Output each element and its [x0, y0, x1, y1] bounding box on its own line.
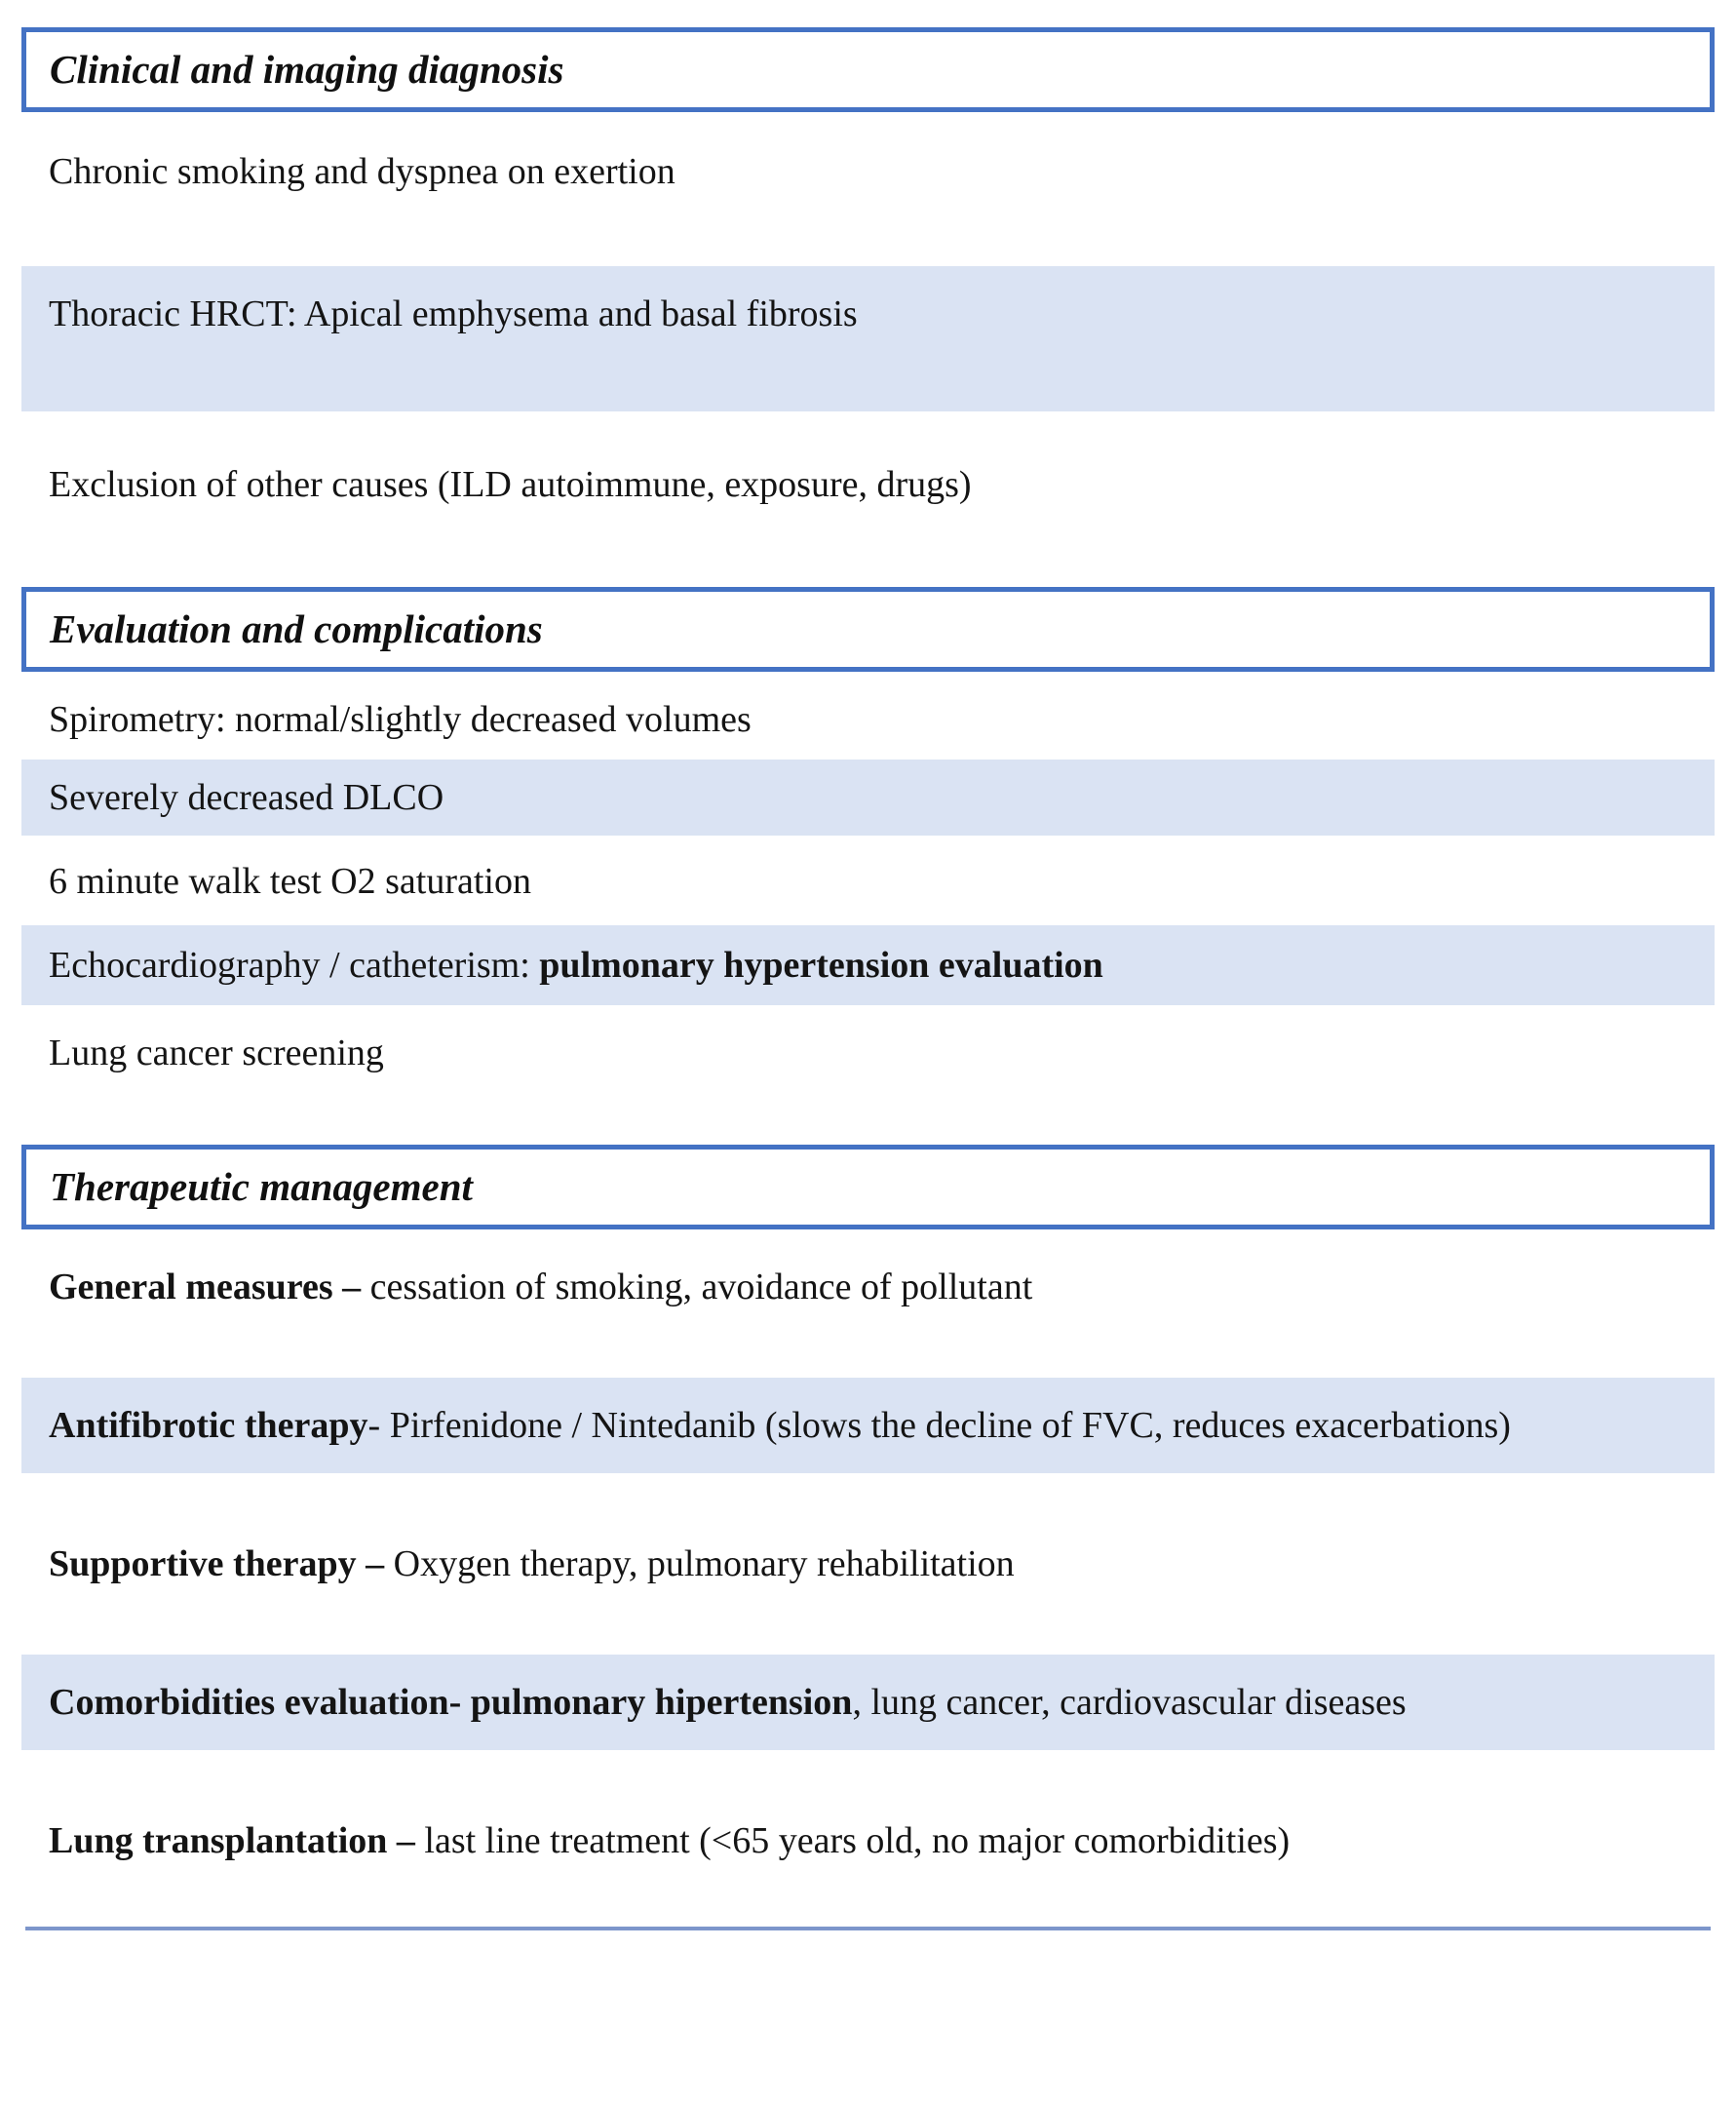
row-text-bold: pulmonary hypertension evaluation	[539, 945, 1103, 987]
row-text-bold: Lung transplantation –	[49, 1820, 415, 1862]
row-6-minute-walk-test	[21, 845, 1715, 917]
row-echocardiography-catheterism	[21, 925, 1715, 1005]
row-text: 6 minute walk test O2 saturation	[49, 861, 531, 903]
row-text-bold: Supportive therapy –	[49, 1543, 385, 1585]
row-text: Severely decreased DLCO	[49, 777, 444, 818]
row-text: - Pirfenidone / Nintedanib (slows the decline of FVC, reduces exacerbations)	[367, 1404, 1511, 1446]
section-header-clinical-imaging-diagnosis	[21, 27, 1715, 112]
section-header-evaluation-complications	[21, 587, 1715, 672]
row-text-bold: Antifibrotic therapy	[49, 1404, 368, 1446]
row-text: Exclusion of other causes (ILD autoimmune, exposure, drugs)	[49, 463, 972, 505]
row-text: Thoracic HRCT: Apical emphysema and basal fibrosis	[49, 293, 858, 335]
row-text-bold: General measures –	[49, 1266, 362, 1307]
row-thoracic-hrct	[21, 266, 1715, 410]
row-text: cessation of smoking, avoidance of pollutant	[361, 1266, 1033, 1307]
section-title-therapeutic-management: Therapeutic management	[50, 1163, 473, 1209]
row-antifibrotic-therapy	[21, 1378, 1715, 1473]
section-header-therapeutic-management	[21, 1145, 1715, 1229]
row-chronic-smoking	[21, 137, 1715, 206]
section-title-evaluation-complications: Evaluation and complications	[50, 605, 543, 651]
row-text: Lung cancer screening	[49, 1033, 384, 1074]
row-text: Chronic smoking and dyspnea on exertion	[49, 151, 675, 193]
row-supportive-therapy	[21, 1530, 1715, 1598]
row-text: Echocardiography / catheterism:	[49, 945, 540, 987]
row-severely-decreased-dlco	[21, 760, 1715, 836]
row-text: last line treatment (<65 years old, no major comorbidities)	[414, 1820, 1291, 1862]
row-lung-transplantation	[21, 1807, 1715, 1875]
row-text-bold: Comorbidities evaluation- pulmonary hipertension	[49, 1682, 853, 1724]
row-spirometry	[21, 685, 1715, 754]
row-comorbidities-evaluation	[21, 1655, 1715, 1750]
row-text: Spirometry: normal/slightly decreased volumes	[49, 698, 752, 740]
row-exclusion-other-causes	[21, 450, 1715, 519]
row-text: Oxygen therapy, pulmonary rehabilitation	[384, 1543, 1015, 1585]
row-text: , lung cancer, cardiovascular diseases	[852, 1682, 1407, 1724]
row-lung-cancer-screening	[21, 1017, 1715, 1089]
section-title-clinical-imaging-diagnosis: Clinical and imaging diagnosis	[50, 47, 564, 92]
bottom-divider	[25, 1927, 1711, 1930]
row-general-measures	[21, 1253, 1715, 1321]
